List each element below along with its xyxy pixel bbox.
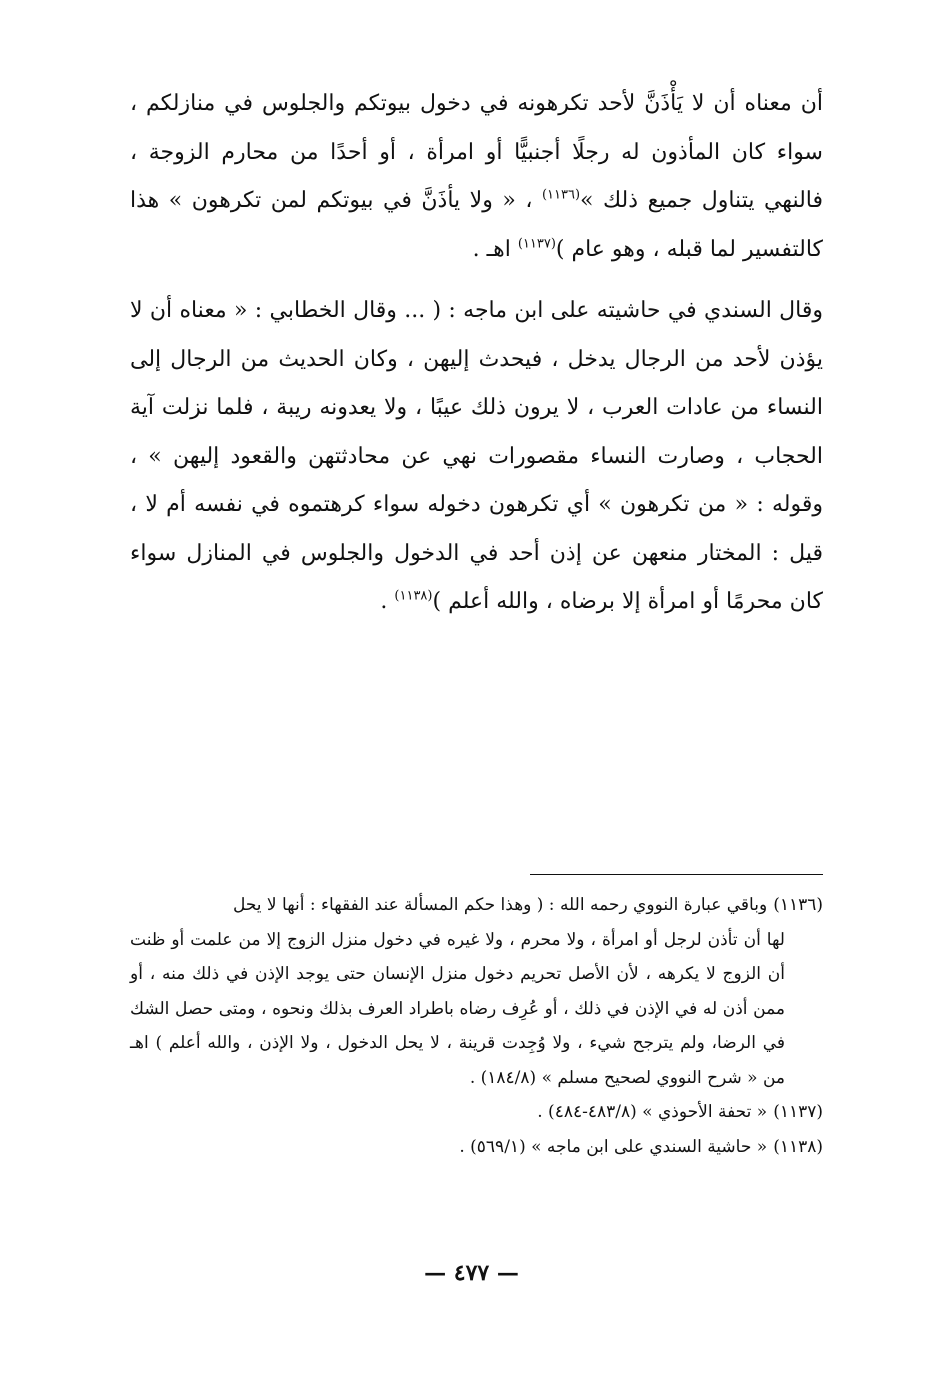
footnote-1138: [130, 1130, 823, 1165]
footnote-separator: [530, 874, 823, 875]
paragraph-1-text-c: اهـ .: [472, 236, 518, 262]
footnote-ref-1136[interactable]: (١١٣٦): [541, 187, 581, 203]
paragraph-2: [130, 287, 823, 627]
page-number: — ٤٧٧ —: [424, 1260, 519, 1286]
paragraph-1: [130, 80, 823, 274]
footnotes: [130, 888, 823, 1164]
main-text: [130, 80, 823, 780]
paragraph-2-end: .: [380, 589, 395, 614]
footnote-text: وباقي عبارة النووي رحمه الله : ( وهذا حكم المسألة عند الفقهاء : أنها لا يحل: [232, 895, 768, 915]
footnote-ref-1137[interactable]: (١١٣٧): [517, 236, 556, 252]
footnote-text: « تحفة الأحوذي » (٤٨٣/٨-٤٨٤) .: [537, 1102, 768, 1122]
footnote-number: (١١٣٨): [773, 1136, 823, 1157]
footnote-number: (١١٣٧): [773, 1102, 823, 1122]
footnote-ref-1138[interactable]: (١١٣٨): [394, 588, 433, 604]
footnote-text: « حاشية السندي على ابن ماجه » (٥٦٩/١) .: [459, 1136, 768, 1157]
paragraph-1-text-b: ، « ولا يأذَنَّ في بيوتكم لمن تكرهون » هذا كالتفسير لما قبله ، وهو عام ): [130, 188, 823, 262]
footnote-continuation: لها أن تأذن لرجل أو امرأة ، ولا محرم ، ولا غيره في دخول منزل الزوج إلا من علمت أو ظنت أن الزوج لا يكرهه ، لأن الأصل تحريم دخول منزل الإنسان حتى يوجد الإذن في ذلك منه ، أو ممن أذن له في الإذن في ذلك ، أو عُرِف رضاه باطراد العرف بذلك ونحوه ، ومتى حصل الشك في الرضا، ولم يترجح شيء ، ولا وُجِدت قرينة ، لا يحل الدخول ، ولا الإذن ، والله أعلم ) اهـ من « شرح النووي لصحيح مسلم » (١٨٤/٨) .: [130, 929, 785, 1088]
paragraph-1-text: أن معناه أن لا يَأْذَنَّ لأحد تكرهونه في دخول بيوتكم والجلوس في منازلكم ، سواء كان المأذون له رجلًا أجنبيًّا أو امرأة ، أو أحدًا من محارم الزوجة ، فالنهي يتناول جميع ذلك »: [130, 91, 824, 213]
paragraph-2-text: وقال السندي في حاشيته على ابن ماجه : ( ... وقال الخطابي : « معناه أن لا يؤذن لأحد من الرجال يدخل ، فيحدث إليهن ، وكان الحديث من الرجال إلى النساء من عادات العرب ، لا يرون ذلك عيبًا ، ولا يعدونه ريبة ، فلما نزلت آية الحجاب ، وصارت النساء مقصورات نهي عن محادثتهن والقعود إليهن » ، وقوله : « من تكرهون » أي تكرهون دخوله سواء كرهتموه في نفسه أم لا ، قيل : المختار منعهن عن إذن أحد في الدخول والجلوس في المنازل سواء كان محرمًا أو امرأة إلا برضاه ، والله أعلم ): [130, 298, 823, 614]
footnote-1136: [130, 888, 823, 1095]
footnote-number: (١١٣٦): [773, 895, 823, 915]
footnote-1137: [130, 1095, 823, 1130]
